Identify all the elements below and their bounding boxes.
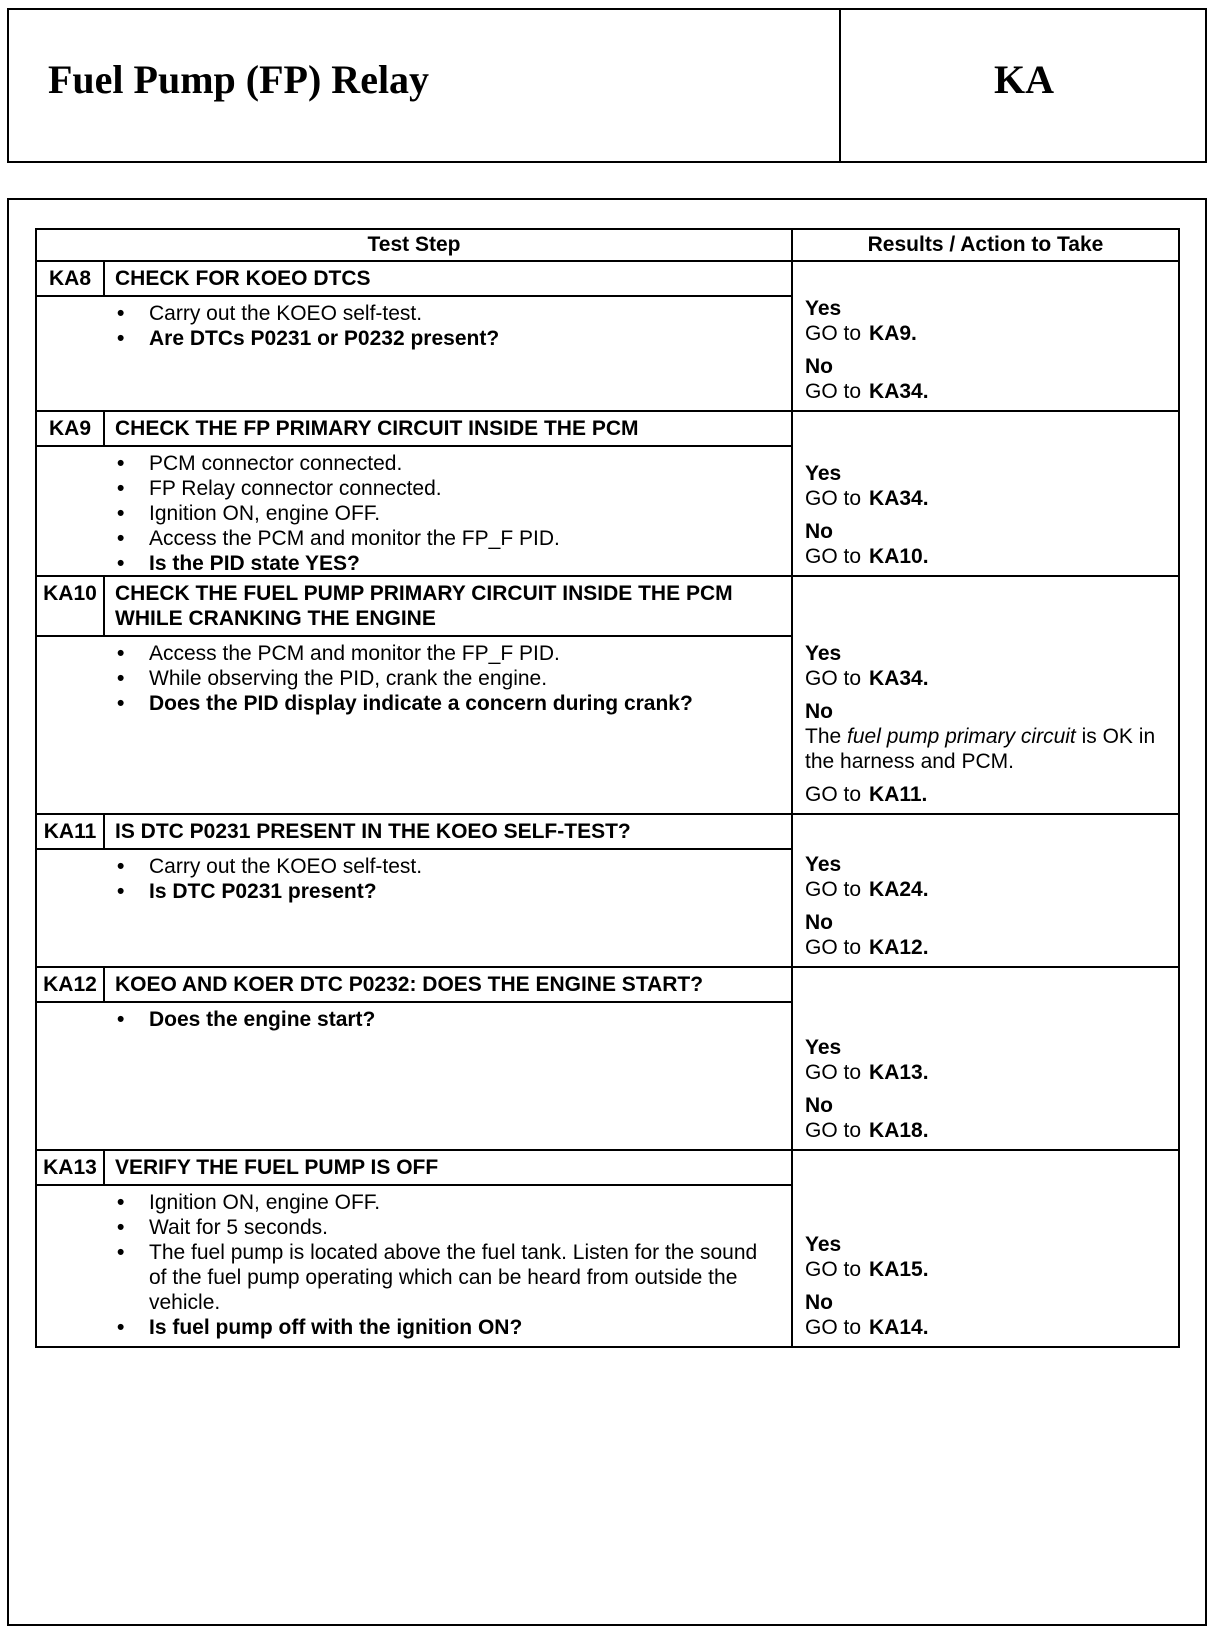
goto-text: GO to (805, 487, 862, 510)
goto-step-link[interactable]: KA10. (869, 545, 929, 568)
goto-step-link[interactable]: KA15. (869, 1258, 929, 1281)
goto-step-link[interactable]: KA34. (869, 667, 929, 690)
yes-label: Yes (805, 642, 842, 665)
step-bullets (37, 297, 791, 357)
bullet-question: • Is DTC P0231 present? (113, 879, 771, 904)
step-ka13 (35, 1151, 1180, 1348)
bullet-item: • Access the PCM and monitor the FP_F PID. (113, 526, 771, 551)
no-label: No (805, 520, 833, 543)
yes-label: Yes (805, 1036, 842, 1059)
step-ka8 (35, 262, 1180, 412)
goto-text: GO to (805, 878, 862, 901)
goto-step-link[interactable]: KA9. (869, 322, 917, 345)
step-title: CHECK THE FP PRIMARY CIRCUIT INSIDE THE PCM (115, 417, 639, 440)
step-bullets (37, 1003, 791, 1038)
result-note-emphasis: fuel pump primary circuit (847, 725, 1076, 748)
bullet-question: • Does the PID display indicate a concern during crank? (113, 691, 771, 716)
step-results (793, 968, 1178, 1149)
goto-step-link[interactable]: KA11. (869, 783, 928, 806)
step-bullets (37, 637, 791, 722)
goto-text: GO to (805, 783, 862, 806)
test-step-table (35, 228, 1180, 1348)
goto-step-link[interactable]: KA14. (869, 1316, 929, 1339)
result-note: The fuel pump primary circuit is OK in the harness and PCM. (805, 725, 1156, 773)
bullet-item: • While observing the PID, crank the engine. (113, 666, 771, 691)
step-title: KOEO AND KOER DTC P0232: DOES THE ENGINE START? (115, 973, 704, 996)
goto-step-link[interactable]: KA34. (869, 380, 929, 403)
table-header-row (35, 228, 1180, 262)
goto-step-link[interactable]: KA24. (869, 878, 929, 901)
yes-label: Yes (805, 297, 842, 320)
goto-text: GO to (805, 322, 862, 345)
no-label: No (805, 1094, 833, 1117)
bullet-item: • FP Relay connector connected. (113, 476, 771, 501)
no-label: No (805, 1291, 833, 1314)
goto-step-link[interactable]: KA13. (869, 1061, 929, 1084)
step-id: KA12 (37, 968, 105, 1001)
goto-text: GO to (805, 1316, 862, 1339)
step-results (793, 815, 1178, 966)
goto-step-link[interactable]: KA12. (869, 936, 929, 959)
step-results (793, 412, 1178, 575)
step-ka10 (35, 577, 1180, 815)
bullet-item: • Ignition ON, engine OFF. (113, 1190, 771, 1215)
step-bullets (37, 447, 791, 582)
bullet-item: • Wait for 5 seconds. (113, 1215, 771, 1240)
step-title: CHECK FOR KOEO DTCS (115, 267, 371, 290)
goto-text: GO to (805, 1061, 862, 1084)
goto-text: GO to (805, 667, 862, 690)
column-header-test-step: Test Step (37, 230, 793, 260)
goto-step-link[interactable]: KA18. (869, 1119, 929, 1142)
goto-text: GO to (805, 380, 862, 403)
bullet-item: • PCM connector connected. (113, 451, 771, 476)
step-id: KA13 (37, 1151, 105, 1184)
bullet-item: • Carry out the KOEO self-test. (113, 854, 771, 879)
bullet-item: • The fuel pump is located above the fuel tank. Listen for the sound of the fuel pump operating which can be heard from outside the vehicle. (113, 1240, 771, 1315)
step-title: CHECK THE FUEL PUMP PRIMARY CIRCUIT INSIDE THE PCM WHILE CRANKING THE ENGINE (115, 582, 733, 630)
page-title: Fuel Pump (FP) Relay (48, 57, 430, 102)
step-id: KA9 (37, 412, 105, 445)
column-header-results: Results / Action to Take (867, 233, 1104, 256)
no-label: No (805, 700, 833, 723)
yes-label: Yes (805, 853, 842, 876)
goto-step-link[interactable]: KA34. (869, 487, 929, 510)
goto-text: GO to (805, 545, 862, 568)
bullet-question: • Does the engine start? (113, 1007, 771, 1032)
no-label: No (805, 911, 833, 934)
step-id: KA11 (37, 815, 105, 848)
bullet-item: • Ignition ON, engine OFF. (113, 501, 771, 526)
goto-text: GO to (805, 1258, 862, 1281)
step-results (793, 577, 1178, 813)
step-results (793, 262, 1178, 410)
step-id: KA10 (37, 577, 105, 635)
step-ka11 (35, 815, 1180, 968)
goto-text: GO to (805, 936, 862, 959)
bullet-question: • Are DTCs P0231 or P0232 present? (113, 326, 771, 351)
step-ka12 (35, 968, 1180, 1151)
yes-label: Yes (805, 462, 842, 485)
yes-label: Yes (805, 1233, 842, 1256)
step-bullets (37, 1186, 791, 1346)
step-title: IS DTC P0231 PRESENT IN THE KOEO SELF-TEST? (115, 820, 631, 843)
bullet-item: • Carry out the KOEO self-test. (113, 301, 771, 326)
goto-text: GO to (805, 1119, 862, 1142)
bullet-question: • Is the PID state YES? (113, 551, 771, 576)
section-code: KA (994, 57, 1054, 102)
step-ka9 (35, 412, 1180, 577)
step-title: VERIFY THE FUEL PUMP IS OFF (115, 1156, 439, 1179)
bullet-item: • Access the PCM and monitor the FP_F PID. (113, 641, 771, 666)
bullet-question: • Is fuel pump off with the ignition ON? (113, 1315, 771, 1340)
step-id: KA8 (37, 262, 105, 295)
no-label: No (805, 355, 833, 378)
step-bullets (37, 850, 791, 910)
step-results (793, 1151, 1178, 1346)
